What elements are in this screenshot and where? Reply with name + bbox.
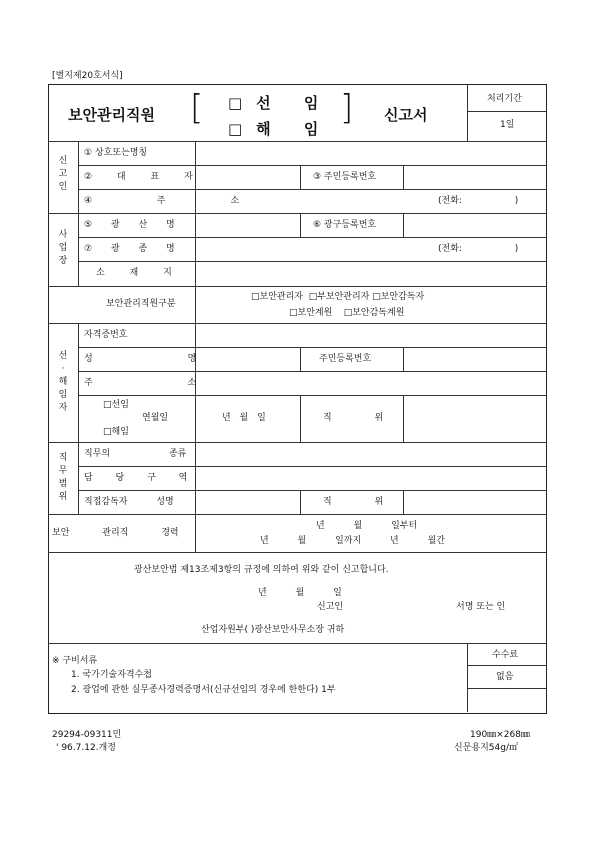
- staff-category-label: 보안관리직원구분: [106, 299, 176, 309]
- paper-spec: 신문용지54g/㎡: [454, 743, 518, 753]
- mine-name-field[interactable]: [197, 215, 299, 236]
- appointee-address-field[interactable]: [197, 373, 544, 394]
- dismiss-option[interactable]: □해 임: [228, 120, 333, 138]
- career-to[interactable]: 년 월 일까지 년 월간: [260, 536, 445, 546]
- appointee-position-field[interactable]: [405, 397, 544, 441]
- mine-reg-field[interactable]: [405, 215, 544, 236]
- declaration-date[interactable]: 년 월 일: [258, 588, 342, 598]
- business-name-label: ① 상호또는명칭: [84, 148, 148, 158]
- staff-category-options-2[interactable]: □보안계원 □보안감독계원: [289, 308, 405, 318]
- supervisor-position-field[interactable]: [405, 492, 544, 513]
- reporter-address-field[interactable]: [197, 191, 427, 212]
- staff-category-options-1[interactable]: □보안관리자 □부보안관리자 □보안감독자: [251, 292, 425, 302]
- appointee-name-field[interactable]: [197, 349, 299, 370]
- duty-type-field[interactable]: [197, 444, 544, 465]
- processing-period-value: 1일: [500, 120, 515, 130]
- recipient-line: 산업자원부( )광산보안사무소장 귀하: [201, 625, 345, 635]
- cert-no-label: 자격증번호: [84, 330, 128, 340]
- fee-label: 수수료: [492, 650, 519, 660]
- supervisor-position-label: 직 위: [323, 497, 384, 507]
- appointee-id-field[interactable]: [405, 349, 544, 370]
- cert-no-field[interactable]: [197, 325, 544, 346]
- form-title-suffix: 신고서: [384, 106, 428, 124]
- reporter-group-label: 신 고 인: [58, 156, 68, 192]
- declaration-statement: 광산보안법 제13조제3항의 규정에 의하여 위와 같이 신고합니다.: [134, 565, 389, 575]
- mine-reg-label: ⑥ 광구등록번호: [313, 220, 377, 230]
- appointee-id-label: 주민등록번호: [319, 354, 372, 364]
- location-field[interactable]: [197, 263, 544, 285]
- mineral-field[interactable]: [197, 239, 427, 260]
- site-group-label: 사 업 장: [58, 230, 68, 266]
- fee-value: 없음: [496, 672, 514, 682]
- reporter-id-field[interactable]: [405, 167, 544, 188]
- paper-size: 190㎜×268㎜: [470, 730, 530, 740]
- supervisor-field[interactable]: [197, 492, 299, 513]
- signature-label[interactable]: 서명 또는 인: [456, 602, 506, 612]
- documents-header: ※ 구비서류: [52, 656, 98, 666]
- appointment-date-value[interactable]: 년 월 일: [222, 413, 266, 423]
- appointee-position-label: 직 위: [323, 413, 384, 423]
- mineral-label: ⑦ 광 종 명: [84, 244, 175, 254]
- appointee-address-label: 주 소: [84, 378, 197, 388]
- processing-period-label: 처리기간: [487, 94, 522, 104]
- document-item-2: 2. 광업에 관한 실무종사경력증명서(신규선임의 경우에 한한다) 1부: [71, 685, 336, 695]
- left-bracket: [: [190, 88, 204, 128]
- dismissed-checkbox[interactable]: □해임: [103, 427, 129, 437]
- representative-field[interactable]: [197, 167, 299, 188]
- representative-label: ② 대 표 자: [84, 172, 193, 182]
- duty-type-label: 직무의 종류: [84, 449, 187, 459]
- business-name-field[interactable]: [197, 143, 544, 164]
- career-label: 보안 관리직 경력: [52, 528, 179, 538]
- form-code: 29294-09311민: [52, 730, 122, 740]
- reporter-phone[interactable]: (전화: ): [438, 196, 519, 206]
- career-from[interactable]: 년 월 일부터: [316, 521, 418, 531]
- date-label: 연월일: [142, 413, 169, 423]
- revision-date: ' 96.7.12.개정: [56, 743, 116, 753]
- document-item-1: 1. 국가기술자격수첩: [71, 670, 153, 680]
- form-title: 보안관리직원: [68, 106, 155, 124]
- appointee-name-label: 성 명: [84, 354, 197, 364]
- duty-area-field[interactable]: [197, 468, 544, 489]
- right-bracket: ]: [340, 88, 354, 128]
- location-label: 소 재 지: [96, 268, 172, 278]
- supervisor-label: 직접감독자 성명: [84, 497, 174, 507]
- appointed-checkbox[interactable]: □선임: [103, 400, 129, 410]
- appointee-group-label: 선 · 해 임 자: [58, 351, 68, 413]
- reporter-address-label: ④ 주 소: [84, 196, 240, 206]
- site-phone[interactable]: (전화: ): [438, 244, 519, 254]
- reporter-id-label: ③ 주민등록번호: [313, 172, 377, 182]
- appoint-option[interactable]: □선 임: [228, 94, 333, 112]
- duty-area-label: 담 당 구 역: [84, 473, 188, 483]
- form-number: [별지제20호서식]: [52, 71, 123, 81]
- declarant-label: 신고인: [317, 602, 344, 612]
- duty-scope-group-label: 직 무 범 위: [58, 453, 68, 502]
- mine-name-label: ⑤ 광 산 명: [84, 220, 175, 230]
